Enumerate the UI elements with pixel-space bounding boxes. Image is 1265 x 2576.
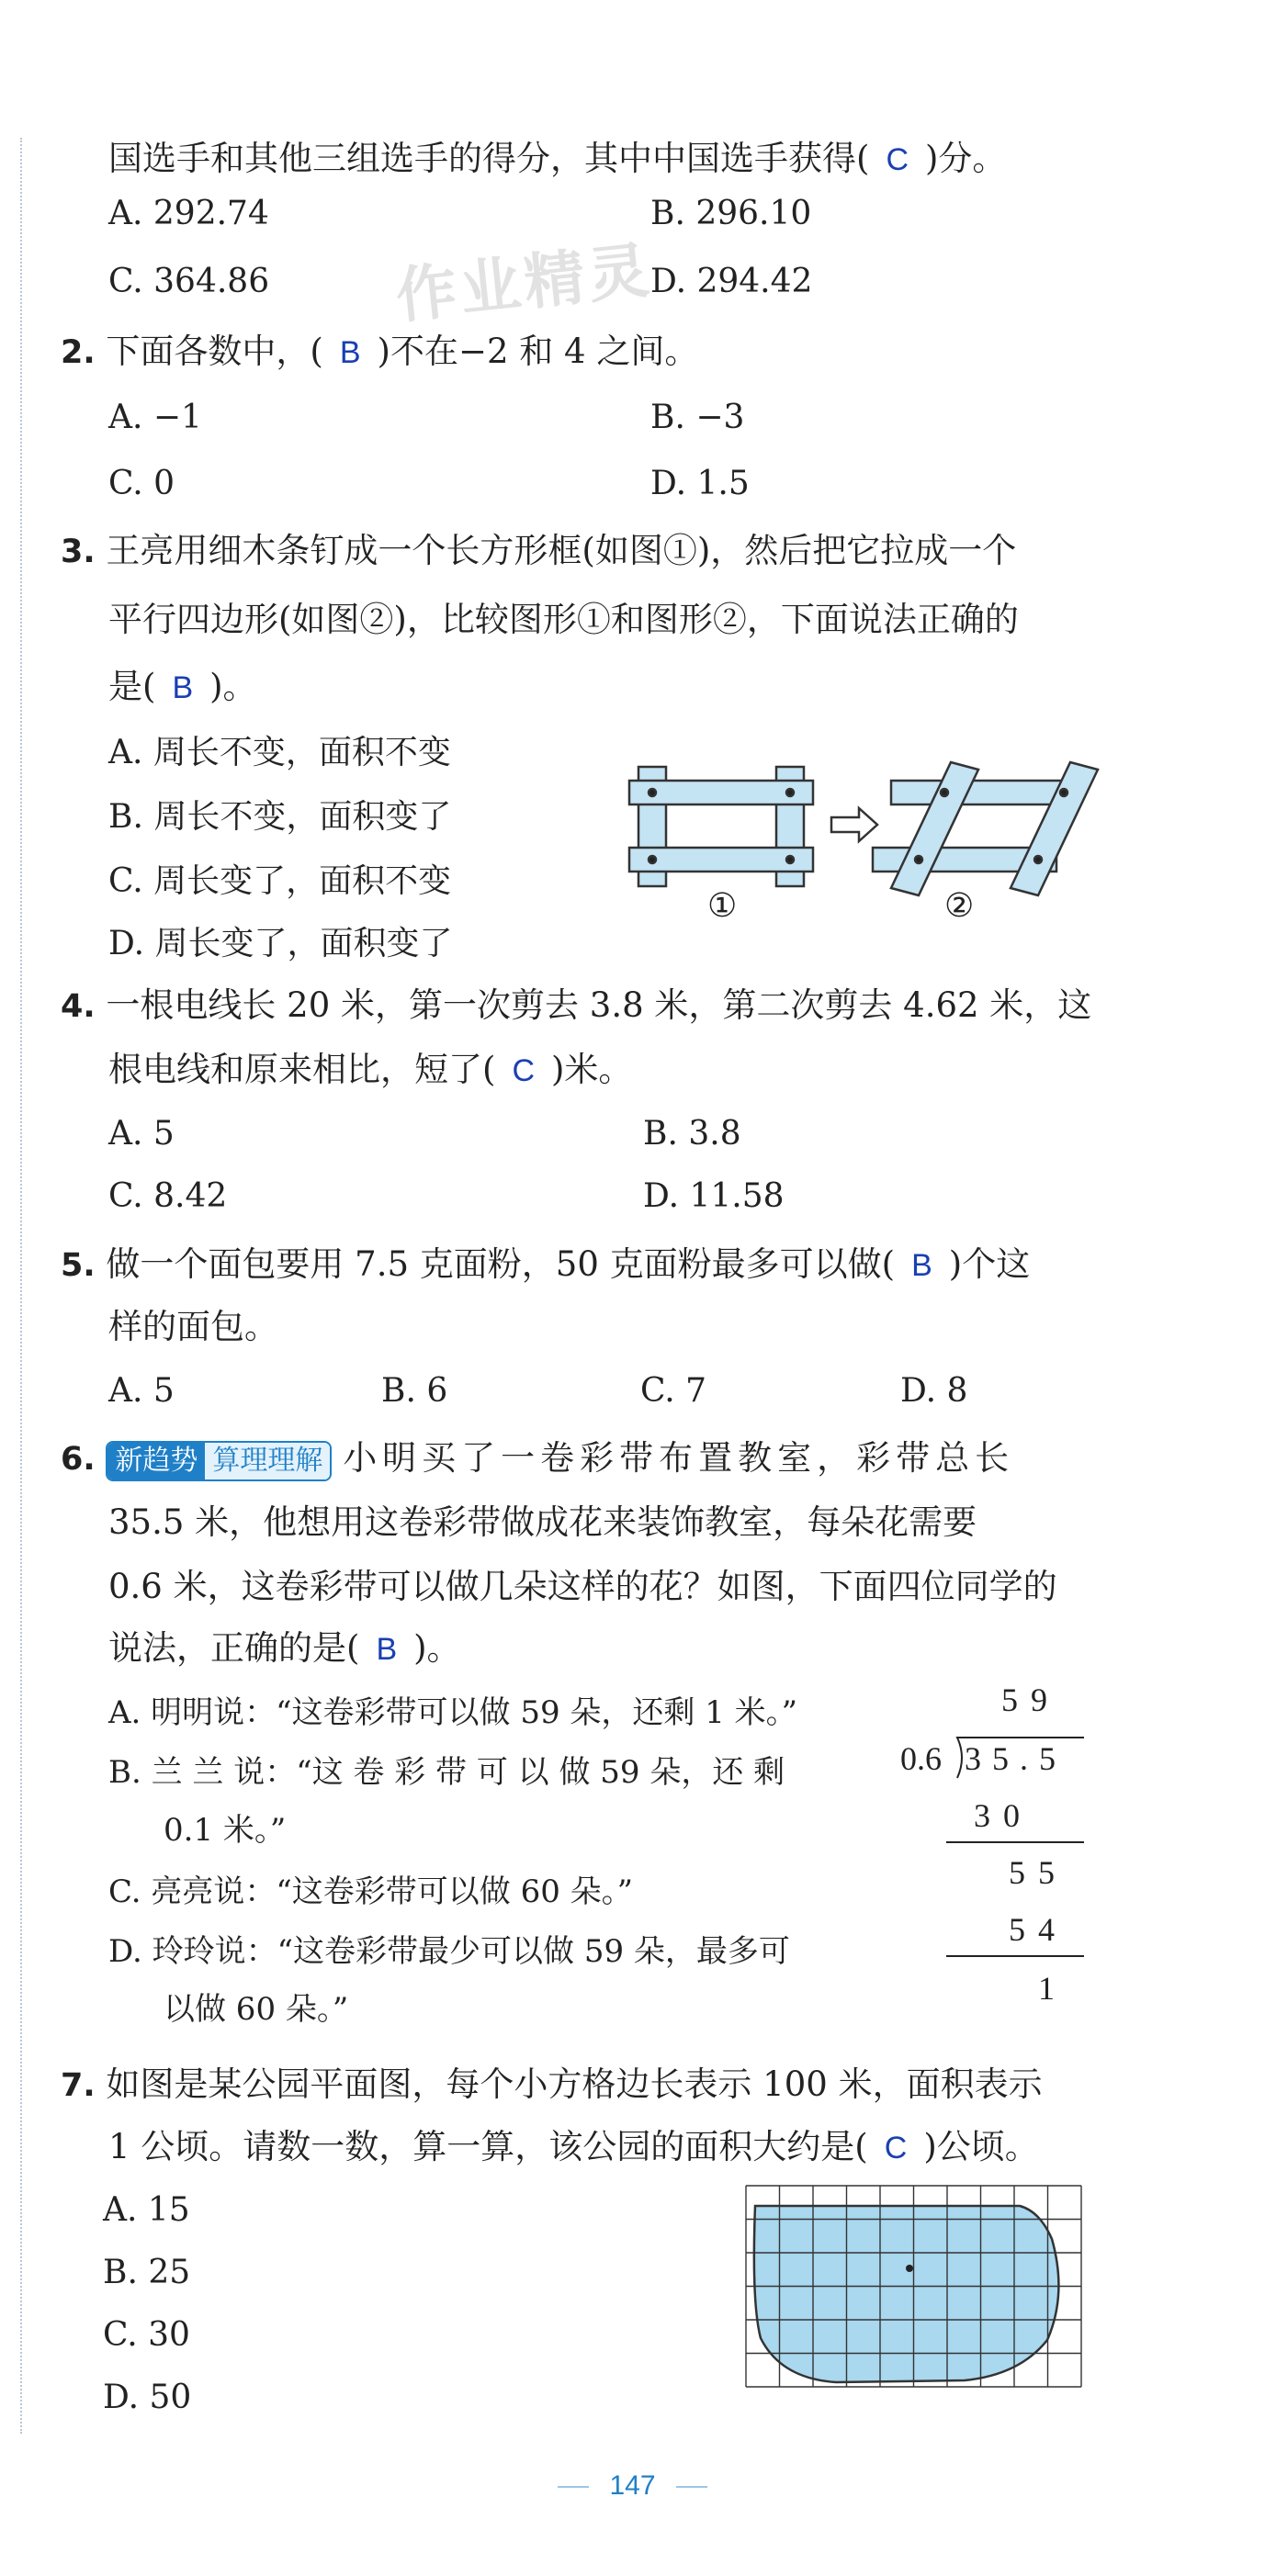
q6-stem-line4: 说法，正确的是( B )。 — [108, 1628, 461, 1668]
arrow-icon — [831, 808, 877, 841]
division-step-2: 55 — [1009, 1854, 1067, 1891]
q6-stem-line3: 0.6 米，这卷彩带可以做几朵这样的花？如图，下面四位同学的 — [108, 1567, 1057, 1606]
q3-option-a: A. 周长不变，面积不变 — [108, 734, 451, 771]
q7-answer: C — [884, 2131, 908, 2165]
q4-stem-line1: 4. 一根电线长 20 米，第一次剪去 3.8 米，第二次剪去 4.62 米，这 — [61, 985, 1092, 1025]
q7-stem-line2: 1 公顷。请数一数，算一算，该公园的面积大约是( C )公顷。 — [108, 2127, 1039, 2166]
q6-option-b-line2: 0.1 米。” — [164, 1812, 287, 1849]
q2-answer: B — [339, 335, 361, 370]
park-grid-figure — [744, 2184, 1084, 2395]
q3-stem-line1: 3. 王亮用细木条钉成一个长方形框(如图①)，然后把它拉成一个 — [61, 531, 1017, 570]
q6-answer: B — [376, 1632, 398, 1667]
q7-option-d: D. 50 — [103, 2379, 192, 2416]
q6-option-b-line1: B. 兰 兰 说：“这 卷 彩 带 可 以 做 59 朵，还 剩 — [108, 1754, 785, 1791]
q7-option-c: C. 30 — [103, 2316, 190, 2354]
q2-stem: 2. 下面各数中，( B )不在−2 和 4 之间。 — [61, 332, 699, 371]
q5-stem-line2: 样的面包。 — [108, 1307, 278, 1346]
q3-option-b: B. 周长不变，面积变了 — [108, 798, 452, 836]
q1-option-a: A. 292.74 — [108, 195, 269, 232]
page-footer — [0, 2470, 1265, 2502]
rectangle-frame — [629, 767, 813, 886]
q3-stem-line2: 平行四边形(如图②)，比较图形①和图形②，下面说法正确的 — [108, 600, 1019, 639]
q5-stem-line1: 5. 做一个面包要用 7.5 克面粉，50 克面粉最多可以做( B )个这 — [61, 1244, 1031, 1284]
q4-stem-line2: 根电线和原来相比，短了( C )米。 — [108, 1050, 633, 1089]
q6-option-c: C. 亮亮说：“这卷彩带可以做 60 朵。” — [108, 1873, 634, 1910]
division-step-1: 30 — [974, 1797, 1033, 1834]
margin-rule — [20, 138, 22, 2434]
long-division — [900, 1681, 1102, 2020]
division-lines — [900, 1681, 1102, 2020]
figure-label-2: ② — [944, 887, 975, 925]
q6-stem-line1: 6. 新趋势 算理理解 小明买了一卷彩带布置教室，彩带总长 — [61, 1435, 1014, 1482]
frame-figure — [625, 744, 1102, 955]
q4-option-b: B. 3.8 — [643, 1115, 741, 1153]
division-dividend: 35.5 — [965, 1740, 1067, 1777]
q7-option-b: B. 25 — [103, 2254, 191, 2291]
division-quotient: 59 — [1001, 1682, 1060, 1718]
q2-option-c: C. 0 — [108, 465, 175, 502]
q4-option-a: A. 5 — [108, 1115, 175, 1153]
trend-tag: 新趋势 算理理解 — [106, 1441, 332, 1481]
q3-option-c: C. 周长变了，面积不变 — [108, 862, 452, 900]
page-number: 147 — [609, 2470, 656, 2501]
q1-option-c: C. 364.86 — [108, 263, 270, 300]
division-step-3: 54 — [1009, 1911, 1067, 1948]
q1-answer: C — [886, 142, 909, 177]
q4-option-c: C. 8.42 — [108, 1177, 228, 1215]
q5-answer: B — [911, 1248, 932, 1283]
q7-option-a: A. 15 — [103, 2191, 190, 2229]
q1-option-d: D. 294.42 — [650, 263, 813, 300]
figure-label-1: ① — [707, 887, 738, 925]
park-center-dot — [906, 2265, 913, 2272]
q5-option-c: C. 7 — [640, 1372, 707, 1410]
q6-option-d-line2: 以做 60 朵。” — [164, 1991, 349, 2028]
q4-answer: C — [512, 1053, 535, 1088]
watermark: 作业精灵 — [392, 234, 656, 332]
q2-option-a: A. −1 — [108, 399, 202, 436]
q1-option-b: B. 296.10 — [650, 195, 812, 232]
q4-option-d: D. 11.58 — [643, 1177, 785, 1215]
q5-option-a: A. 5 — [108, 1372, 175, 1410]
division-remainder: 1 — [1038, 1970, 1067, 2007]
q3-stem-line3: 是( B )。 — [108, 667, 257, 706]
park-shape — [754, 2206, 1059, 2382]
q1-stem: 国选手和其他三组选手的得分，其中中国选手获得( C )分。 — [108, 139, 1007, 178]
parallelogram-frame — [873, 762, 1098, 895]
q6-option-d-line1: D. 玲玲说：“这卷彩带最少可以做 59 朵，最多可 — [108, 1933, 790, 1970]
q2-option-d: D. 1.5 — [650, 465, 750, 502]
q6-stem-line2: 35.5 米，他想用这卷彩带做成花来装饰教室，每朵花需要 — [108, 1502, 977, 1542]
q3-option-d: D. 周长变了，面积变了 — [108, 925, 453, 962]
q6-option-a: A. 明明说：“这卷彩带可以做 59 朵，还剩 1 米。” — [108, 1694, 798, 1731]
q2-option-b: B. −3 — [650, 399, 745, 436]
division-divisor: 0.6 — [900, 1740, 942, 1777]
q7-stem-line1: 7. 如图是某公园平面图，每个小方格边长表示 100 米，面积表示 — [61, 2064, 1043, 2104]
q5-option-b: B. 6 — [381, 1372, 448, 1410]
q5-option-d: D. 8 — [900, 1372, 968, 1410]
q3-answer: B — [172, 670, 194, 705]
